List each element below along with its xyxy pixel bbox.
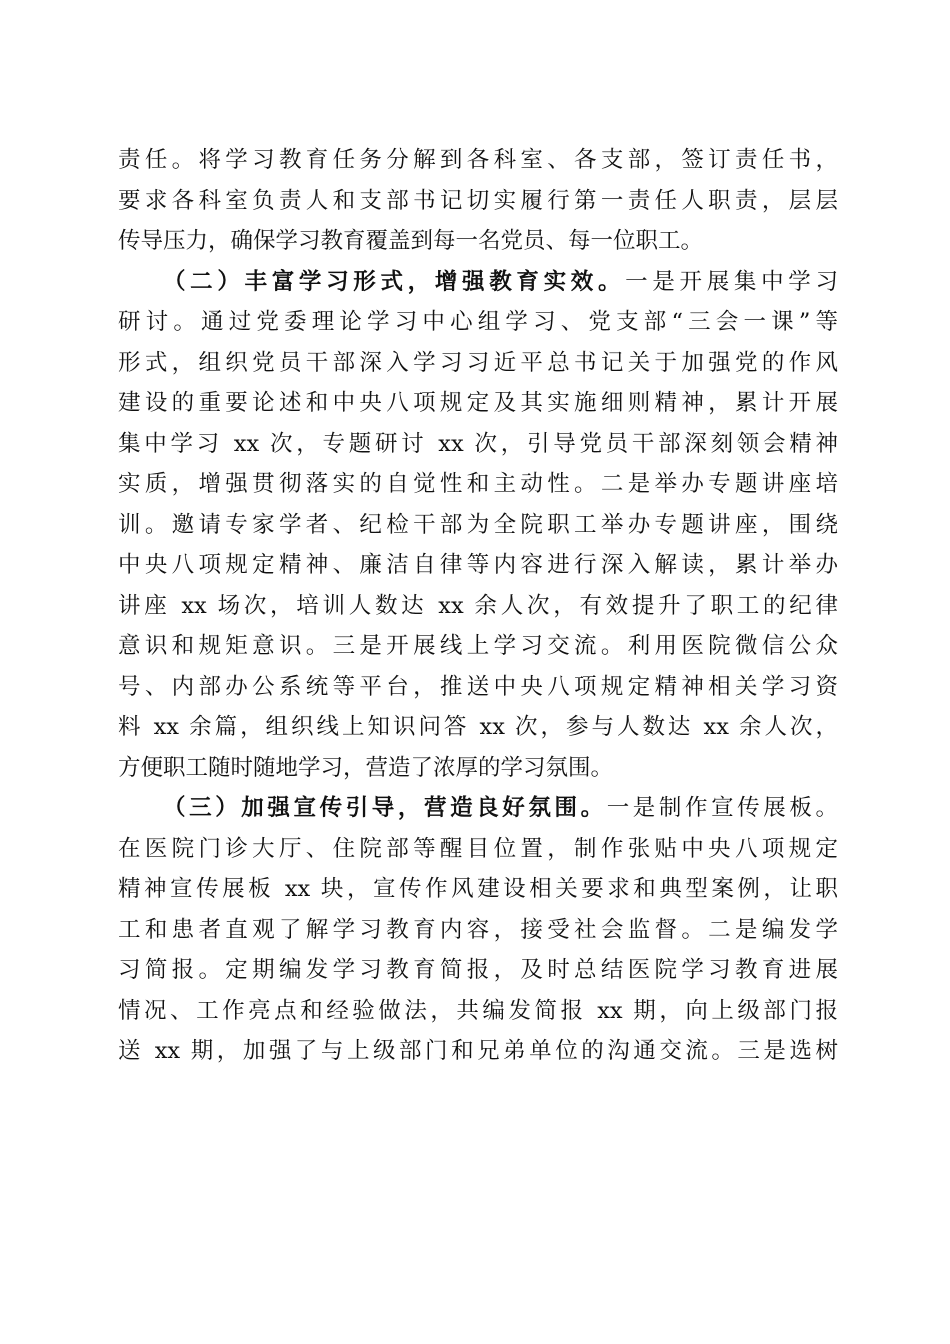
- section-heading: （三）加强宣传引导，营造良好氛围。: [163, 795, 607, 821]
- text-line: 习简报。定期编发学习教育简报，及时总结医院学习教育进展: [118, 957, 838, 983]
- paragraph-learning-forms: [118, 262, 838, 789]
- text-line: 料 xx 余篇，组织线上知识问答 xx 次，参与人数达 xx 余人次，: [118, 714, 838, 740]
- text-line: 责任。将学习教育任务分解到各科室、各支部，签订责任书，: [118, 147, 838, 173]
- text-line: 实质，增强贯彻落实的自觉性和主动性。二是举办专题讲座培: [118, 471, 838, 497]
- paragraph-first-line: [118, 788, 838, 829]
- text-line: 研讨。通过党委理论学习中心组学习、党支部“三会一课”等: [118, 309, 838, 335]
- text-line: 方便职工随时随地学习，营造了浓厚的学习氛围。: [118, 754, 614, 781]
- text-line: 号、内部办公系统等平台，推送中央八项规定精神相关学习资: [118, 673, 838, 700]
- text-line: 中央八项规定精神、廉洁自律等内容进行深入解读，累计举办: [118, 552, 838, 578]
- paragraph-first-line: [118, 262, 838, 303]
- text-line: 送 xx 期，加强了与上级部门和兄弟单位的沟通交流。三是选树: [118, 1038, 838, 1064]
- paragraph-publicity: [118, 788, 838, 1072]
- text-line: 集中学习 xx 次，专题研讨 xx 次，引导党员干部深刻领会精神: [118, 430, 838, 457]
- text-segment: 一是制作宣传展板。: [606, 795, 838, 821]
- text-line: 训。邀请专家学者、纪检干部为全院职工举办专题讲座，围绕: [118, 511, 838, 538]
- text-line: 要求各科室负责人和支部书记切实履行第一责任人职责，层层: [118, 187, 838, 214]
- text-line: 形式，组织党员干部深入学习习近平总书记关于加强党的作风: [118, 349, 838, 376]
- text-line: 意识和规矩意识。三是开展线上学习交流。利用医院微信公众: [118, 633, 838, 659]
- text-line: 精神宣传展板 xx 块，宣传作风建设相关要求和典型案例，让职: [118, 876, 838, 902]
- text-line: 建设的重要论述和中央八项规定及其实施细则精神，累计开展: [118, 390, 838, 416]
- text-segment: 一是开展集中学习: [625, 268, 838, 295]
- text-line: 工和患者直观了解学习教育内容，接受社会监督。二是编发学: [118, 916, 838, 943]
- text-line: 情况、工作亮点和经验做法，共编发简报 xx 期，向上级部门报: [118, 997, 838, 1024]
- text-line: 在医院门诊大厅、住院部等醒目位置，制作张贴中央八项规定: [118, 835, 838, 862]
- text-line: 讲座 xx 场次，培训人数达 xx 余人次，有效提升了职工的纪律: [118, 592, 838, 619]
- section-heading: （二）丰富学习形式，增强教育实效。: [163, 268, 626, 295]
- document-body: [118, 140, 838, 1072]
- text-line: 传导压力，确保学习教育覆盖到每一名党员、每一位职工。: [118, 228, 704, 254]
- paragraph-responsibility: [118, 140, 838, 262]
